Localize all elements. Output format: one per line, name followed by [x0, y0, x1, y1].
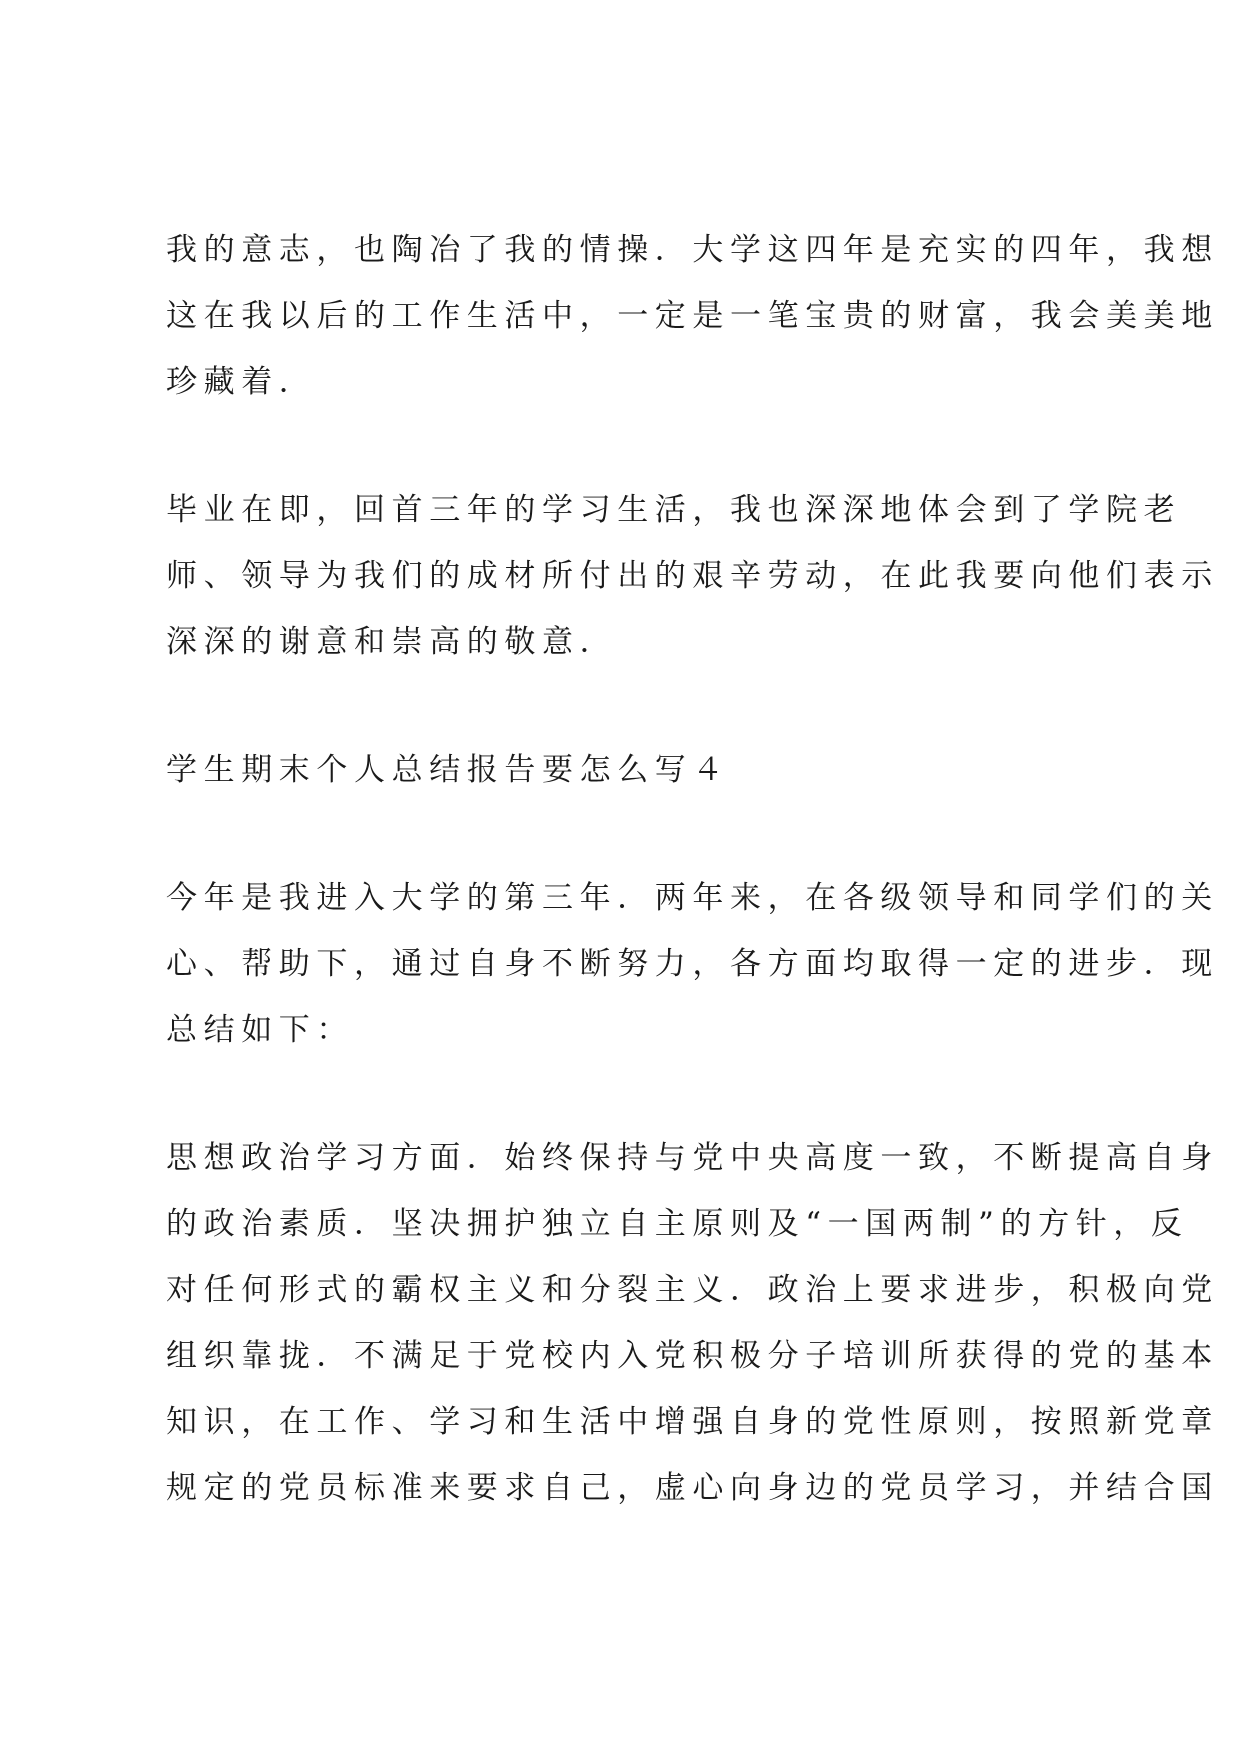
text-line: 总结如下： — [166, 1012, 354, 1048]
heading-text: 学生期末个人总结报告要怎么写４ — [166, 752, 730, 788]
text-line: 今年是我进入大学的第三年．两年来，在各级领导和同学们的关 — [166, 880, 1219, 916]
text-line: 深深的谢意和崇高的敬意． — [166, 624, 618, 660]
text-line: 毕业在即，回首三年的学习生活，我也深深地体会到了学院老 — [166, 492, 1182, 528]
text-line: 思想政治学习方面．始终保持与党中央高度一致，不断提高自身 — [166, 1140, 1219, 1176]
text-line: 的政治素质．坚决拥护独立自主原则及“一国两制”的方针，反 — [166, 1206, 1189, 1242]
text-line: 对任何形式的霸权主义和分裂主义．政治上要求进步，积极向党 — [166, 1272, 1219, 1308]
text-line: 知识，在工作、学习和生活中增强自身的党性原则，按照新党章 — [166, 1404, 1219, 1440]
text-line: 规定的党员标准来要求自己，虚心向身边的党员学习，并结合国 — [166, 1470, 1219, 1506]
text-line: 我的意志，也陶冶了我的情操．大学这四年是充实的四年，我想 — [166, 232, 1219, 268]
text-line: 组织靠拢．不满足于党校内入党积极分子培训所获得的党的基本 — [166, 1338, 1219, 1374]
text-line: 心、帮助下，通过自身不断努力，各方面均取得一定的进步．现 — [166, 946, 1219, 982]
text-line: 珍藏着． — [166, 364, 317, 400]
text-line: 师、领导为我们的成材所付出的艰辛劳动，在此我要向他们表示 — [166, 558, 1219, 594]
text-line: 这在我以后的工作生活中，一定是一笔宝贵的财富，我会美美地 — [166, 298, 1219, 334]
